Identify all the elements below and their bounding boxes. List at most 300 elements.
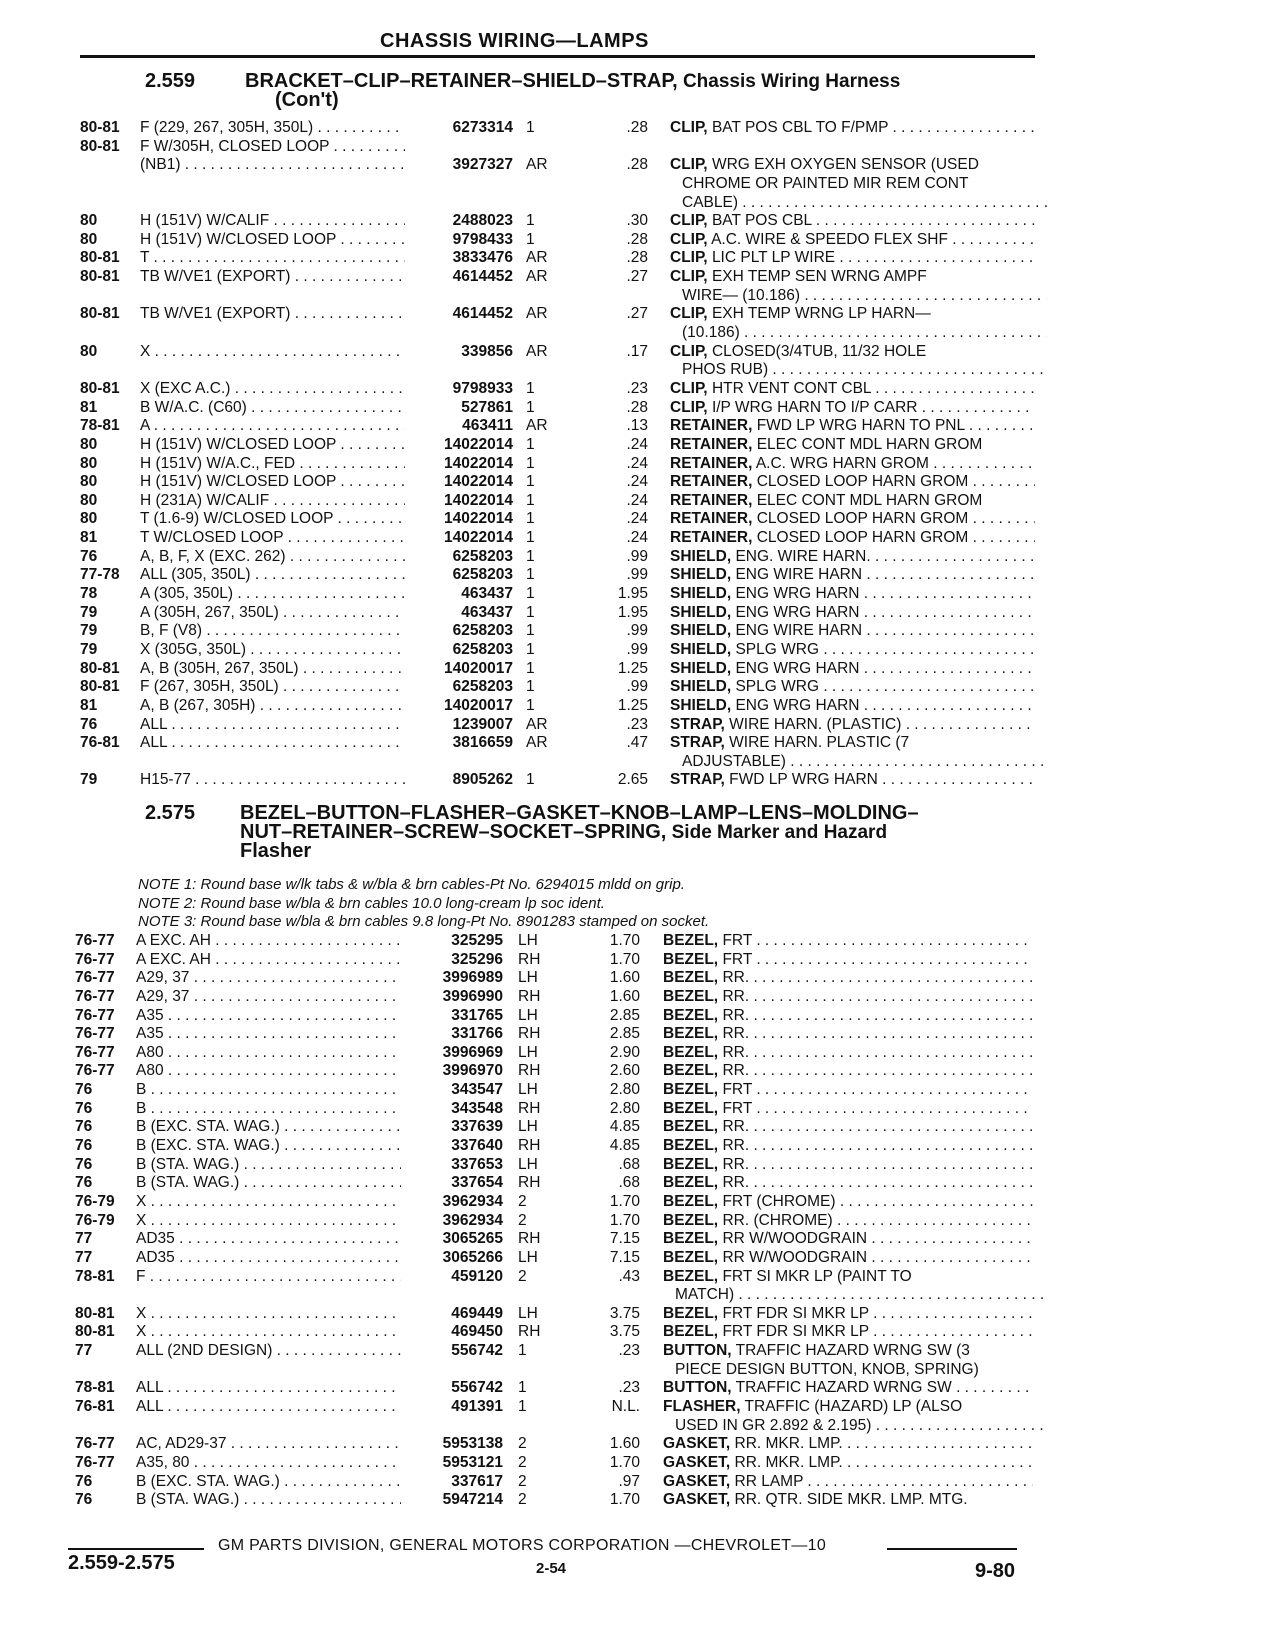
part-number: 6258203 <box>452 566 513 584</box>
quantity: LH <box>518 1304 538 1322</box>
note: NOTE 1: Round base w/lk tabs & w/bla & brn cables-Pt No. 6294015 mldd on grip. <box>138 876 685 893</box>
part-description <box>670 473 1035 492</box>
quantity: LH <box>518 1118 538 1136</box>
part-description <box>663 1007 1033 1026</box>
quantity: LH <box>518 1006 538 1024</box>
part-name: FLASHER, <box>663 1398 741 1416</box>
part-number: 14020017 <box>444 696 513 714</box>
price: 1.60 <box>609 1435 640 1453</box>
part-description <box>670 641 1035 660</box>
model-year: 77 <box>75 1248 93 1266</box>
quantity: 1 <box>526 603 535 621</box>
quantity: LH <box>518 969 538 987</box>
part-number: 331765 <box>451 1006 503 1024</box>
price: .27 <box>626 268 648 286</box>
part-number: 463437 <box>461 603 513 621</box>
part-number: 4614452 <box>452 305 513 323</box>
part-name: CLIP, <box>670 268 708 286</box>
price: 1.70 <box>609 1192 640 1210</box>
application: X . . . <box>136 1323 401 1342</box>
application: B (STA. WAG.) . . . <box>136 1174 401 1193</box>
part-name: CLIP, <box>670 156 708 174</box>
part-description-text: RR. <box>722 1006 750 1024</box>
part-description-text: FRT SI MKR LP (PAINT TO <box>722 1267 912 1285</box>
model-year: 80 <box>80 454 98 472</box>
part-number: 463437 <box>461 585 513 603</box>
part-description <box>670 510 1035 529</box>
part-description <box>670 361 1047 380</box>
price: .99 <box>626 678 648 696</box>
quantity: 1 <box>526 640 535 658</box>
application: TB W/VE1 (EXPORT) . . . <box>140 305 405 324</box>
model-year: 76 <box>80 547 98 565</box>
part-description <box>663 1286 1045 1305</box>
part-name: BEZEL, <box>663 1174 719 1192</box>
price: .68 <box>618 1174 640 1192</box>
model-year: 80-81 <box>80 305 120 323</box>
part-description-text: CLOSED LOOP HARN GROM <box>756 529 969 547</box>
price: .99 <box>626 622 648 640</box>
part-name: RETAINER, <box>670 510 753 528</box>
model-year: 76-77 <box>75 969 115 987</box>
part-name: BEZEL, <box>663 987 719 1005</box>
part-number: 556742 <box>451 1342 503 1360</box>
quantity: 1 <box>526 491 535 509</box>
part-description-text: FRT <box>722 1081 753 1099</box>
application: B (STA. WAG.) . . . <box>136 1156 401 1175</box>
part-description-text: ENG WRG HARN <box>735 603 860 621</box>
part-name: CLIP, <box>670 379 708 397</box>
application: TB W/VE1 (EXPORT) . . . <box>140 268 405 287</box>
quantity: 1 <box>526 585 535 603</box>
model-year: 80-81 <box>80 249 120 267</box>
quantity: LH <box>518 932 538 949</box>
model-year: 76-77 <box>75 1435 115 1453</box>
part-name: BUTTON, <box>663 1379 732 1397</box>
price: .23 <box>626 715 648 733</box>
footer-date: 9-80 <box>975 1560 1016 1582</box>
model-year: 80-81 <box>80 137 120 155</box>
model-year: 76 <box>75 1118 93 1136</box>
note: NOTE 3: Round base w/bla & brn cables 9.8 long-Pt No. 8901283 stamped on socket. <box>138 913 710 930</box>
part-description-text: ENG. WIRE HARN. <box>735 547 871 565</box>
application: H (151V) W/CALIF . . . <box>140 212 405 231</box>
part-number: 14022014 <box>444 510 513 528</box>
application: A29, 37 . . . <box>136 969 401 988</box>
part-description <box>663 1435 1033 1454</box>
part-name: BEZEL, <box>663 1248 719 1266</box>
page-title: CHASSIS WIRING—LAMPS <box>380 30 649 52</box>
part-description <box>663 932 1033 951</box>
part-description <box>663 1454 1033 1473</box>
application: T (1.6-9) W/CLOSED LOOP . . . <box>140 510 405 529</box>
model-year: 80 <box>80 473 98 491</box>
part-name: BEZEL, <box>663 969 719 987</box>
model-year: 76 <box>75 1155 93 1173</box>
application: X (305G, 350L) . . . <box>140 641 405 660</box>
price: .30 <box>626 212 648 230</box>
application: ALL . . . <box>136 1379 401 1398</box>
part-description-text: TRAFFIC HAZARD WRNG SW <box>735 1379 952 1397</box>
application: B (EXC. STA. WAG.) . . . <box>136 1473 401 1492</box>
price: .28 <box>626 249 648 267</box>
application: X . . . <box>136 1212 401 1231</box>
part-number: 325296 <box>451 950 503 968</box>
quantity: AR <box>526 734 548 752</box>
part-number: 8905262 <box>452 771 513 789</box>
part-description <box>663 1100 1033 1119</box>
price: .43 <box>618 1267 640 1285</box>
part-description <box>663 1081 1033 1100</box>
price: 2.90 <box>609 1043 640 1061</box>
part-number: 4614452 <box>452 268 513 286</box>
part-description <box>663 1137 1033 1156</box>
quantity: RH <box>518 1323 541 1341</box>
part-name: BEZEL, <box>663 1118 719 1136</box>
application: A80 . . . <box>136 1044 401 1063</box>
part-description <box>663 1361 1045 1380</box>
model-year: 76 <box>75 1491 93 1509</box>
part-description <box>670 455 1035 474</box>
part-number: 6258203 <box>452 678 513 696</box>
model-year: 79 <box>80 603 98 621</box>
part-description <box>670 622 1035 641</box>
part-description-text: HTR VENT CONT CBL <box>711 379 871 397</box>
quantity: RH <box>518 1099 541 1117</box>
model-year: 76 <box>80 715 98 733</box>
part-number: 3996969 <box>442 1043 503 1061</box>
part-name: BEZEL, <box>663 1099 719 1117</box>
price: 4.85 <box>609 1137 640 1155</box>
part-number: 343548 <box>451 1099 503 1117</box>
application: A35 . . . <box>136 1007 401 1026</box>
quantity: AR <box>526 249 548 267</box>
quantity: 1 <box>526 622 535 640</box>
price: 1.70 <box>609 1211 640 1229</box>
quantity: 1 <box>518 1398 527 1416</box>
price: .28 <box>626 156 648 174</box>
model-year: 80-81 <box>80 119 120 136</box>
part-name: CLIP, <box>670 249 708 267</box>
part-description-text: FRT <box>722 1099 753 1117</box>
part-name: SHIELD, <box>670 696 732 714</box>
part-description-text: LIC PLT LP WIRE <box>711 249 836 267</box>
part-description-text: A.C. WRG HARN GROM <box>755 454 929 472</box>
part-description <box>670 771 1035 790</box>
footer-section-range: 2.559-2.575 <box>68 1552 175 1574</box>
part-description-text: WIRE HARN. (PLASTIC) <box>729 715 902 733</box>
price: 2.80 <box>609 1099 640 1117</box>
part-description-text: PIECE DESIGN BUTTON, KNOB, SPRING) <box>675 1360 979 1378</box>
part-name: RETAINER, <box>670 435 753 453</box>
application: X . . . <box>140 343 405 362</box>
part-description-text: RR W/WOODGRAIN <box>722 1230 868 1248</box>
quantity: 1 <box>526 529 535 547</box>
part-description <box>663 951 1033 970</box>
price: 1.70 <box>609 950 640 968</box>
part-name: GASKET, <box>663 1453 731 1471</box>
part-description-text: FRT FDR SI MKR LP <box>722 1323 869 1341</box>
application: B (EXC. STA. WAG.) . . . <box>136 1118 401 1137</box>
part-number: 3996970 <box>442 1062 503 1080</box>
part-description <box>663 1268 1033 1287</box>
part-description-text: ADJUSTABLE) <box>682 752 786 770</box>
part-description-text: RR. <box>722 1118 750 1136</box>
application: A29, 37 . . . <box>136 988 401 1007</box>
part-description <box>670 678 1035 697</box>
part-number: 6273314 <box>452 119 513 136</box>
price: .99 <box>626 640 648 658</box>
part-description-text: EXH TEMP SEN WRNG AMPF <box>711 268 927 286</box>
quantity: AR <box>526 268 548 286</box>
quantity: 1 <box>518 1342 527 1360</box>
part-description-text: TRAFFIC HAZARD WRNG SW (3 <box>735 1342 970 1360</box>
part-description-text: CHROME OR PAINTED MIR REM CONT <box>682 174 969 192</box>
part-name: BEZEL, <box>663 1211 719 1229</box>
quantity: 2 <box>518 1267 527 1285</box>
part-name: BEZEL, <box>663 1304 719 1322</box>
part-name: BEZEL, <box>663 1006 719 1024</box>
application: A35 . . . <box>136 1025 401 1044</box>
application: A EXC. AH . . . <box>136 932 401 951</box>
model-year: 78-81 <box>75 1267 115 1285</box>
part-description-text: RR. <box>722 1137 750 1155</box>
quantity: RH <box>518 950 541 968</box>
part-description <box>670 753 1047 772</box>
part-name: BEZEL, <box>663 950 719 968</box>
part-description <box>663 1379 1033 1398</box>
price: .99 <box>626 566 648 584</box>
application: F (229, 267, 305H, 350L) . . . <box>140 119 405 138</box>
application: X . . . <box>136 1193 401 1212</box>
quantity: 1 <box>526 398 535 416</box>
part-description-text: A.C. WIRE & SPEEDO FLEX SHF <box>711 230 948 248</box>
part-name: CLIP, <box>670 230 708 248</box>
part-number: 325295 <box>451 932 503 949</box>
part-number: 3927327 <box>452 156 513 174</box>
price: .28 <box>626 398 648 416</box>
part-description-text: I/P WRG HARN TO I/P CARR <box>711 398 918 416</box>
price: 3.75 <box>609 1304 640 1322</box>
model-year: 80 <box>80 212 98 230</box>
price: .24 <box>626 473 648 491</box>
model-year: 78-81 <box>75 1379 115 1397</box>
quantity: AR <box>526 715 548 733</box>
model-year: 76-77 <box>75 987 115 1005</box>
part-description <box>663 1398 1033 1417</box>
quantity: 1 <box>526 435 535 453</box>
price: .13 <box>626 417 648 435</box>
part-number: 331766 <box>451 1025 503 1043</box>
part-name: SHIELD, <box>670 659 732 677</box>
part-number: 337640 <box>451 1137 503 1155</box>
part-description-text: (10.186) <box>682 324 740 342</box>
application: H (151V) W/A.C., FED . . . <box>140 455 405 474</box>
part-description <box>670 380 1035 399</box>
application: A80 . . . <box>136 1062 401 1081</box>
part-description <box>670 119 1035 138</box>
part-description <box>670 194 1047 213</box>
model-year: 76-81 <box>80 734 120 752</box>
part-name: BEZEL, <box>663 1025 719 1043</box>
part-number: 337653 <box>451 1155 503 1173</box>
quantity: 1 <box>526 659 535 677</box>
part-description <box>663 1417 1045 1436</box>
quantity: 2 <box>518 1491 527 1509</box>
quantity: 1 <box>526 230 535 248</box>
part-description-text: RR. <box>722 1174 750 1192</box>
quantity: 2 <box>518 1211 527 1229</box>
model-year: 80 <box>80 491 98 509</box>
application: AD35 . . . <box>136 1249 401 1268</box>
part-number: 14020017 <box>444 659 513 677</box>
part-name: BEZEL, <box>663 1137 719 1155</box>
price: .17 <box>626 342 648 360</box>
part-name: CLIP, <box>670 342 708 360</box>
footer-rule <box>887 1548 1017 1550</box>
part-description-text: WRG EXH OXYGEN SENSOR (USED <box>711 156 979 174</box>
part-description-text: CLOSED(3/4TUB, 11/32 HOLE <box>711 342 927 360</box>
part-number: 3962934 <box>442 1211 503 1229</box>
section-number: 2.575 <box>145 802 196 824</box>
part-number: 14022014 <box>444 473 513 491</box>
part-name: GASKET, <box>663 1491 731 1509</box>
part-description <box>670 529 1035 548</box>
part-number: 3996990 <box>442 987 503 1005</box>
footer-publisher: GM PARTS DIVISION, GENERAL MOTORS CORPORATION —CHEVROLET—10 <box>218 1537 827 1554</box>
part-number: 463411 <box>462 417 513 435</box>
part-description <box>670 212 1035 231</box>
application: T W/CLOSED LOOP . . . <box>140 529 405 548</box>
application: B . . . <box>136 1100 401 1119</box>
part-description <box>670 268 1035 287</box>
application: B (EXC. STA. WAG.) . . . <box>136 1137 401 1156</box>
quantity: 1 <box>526 678 535 696</box>
part-number: 3816659 <box>452 734 513 752</box>
section-title: BRACKET–CLIP–RETAINER–SHIELD–STRAP, Chassis Wiring Harness (Con't) <box>245 70 901 111</box>
part-description <box>670 249 1035 268</box>
application: B (STA. WAG.) . . . <box>136 1491 401 1510</box>
section-number: 2.559 <box>145 70 196 92</box>
part-description-text: WIRE— (10.186) <box>682 286 801 304</box>
application: B . . . <box>136 1081 401 1100</box>
application: H (151V) W/CLOSED LOOP . . . <box>140 473 405 492</box>
quantity: RH <box>518 1230 541 1248</box>
model-year: 80-81 <box>80 678 120 696</box>
price: .28 <box>626 119 648 136</box>
model-year: 80-81 <box>80 268 120 286</box>
part-description-text: RR. <box>722 969 750 987</box>
part-name: CLIP, <box>670 212 708 230</box>
price: 1.95 <box>617 603 648 621</box>
model-year: 81 <box>80 398 98 416</box>
application: ALL (305, 350L) . . . <box>140 566 405 585</box>
part-description-text: ENG WRG HARN <box>735 659 860 677</box>
price: .99 <box>626 547 648 565</box>
part-description-text: PHOS RUB) <box>682 361 769 379</box>
part-name: BEZEL, <box>663 1081 719 1099</box>
model-year: 79 <box>80 640 98 658</box>
part-description-text: MATCH) <box>675 1286 735 1304</box>
part-description-text: CABLE) <box>682 193 738 211</box>
part-description-text: SPLG WRG <box>735 640 820 658</box>
quantity: AR <box>526 305 548 323</box>
part-number: 9798933 <box>452 379 513 397</box>
model-year: 80 <box>80 435 98 453</box>
part-name: STRAP, <box>670 715 725 733</box>
part-number: 343547 <box>451 1081 503 1099</box>
application: A, B, F, X (EXC. 262) . . . <box>140 548 405 567</box>
part-description <box>663 1342 1033 1361</box>
price: 7.15 <box>609 1230 640 1248</box>
part-name: BEZEL, <box>663 1043 719 1061</box>
model-year: 81 <box>80 696 98 714</box>
part-name: RETAINER, <box>670 417 753 435</box>
quantity: RH <box>518 987 541 1005</box>
part-number: 6258203 <box>452 640 513 658</box>
part-name: RETAINER, <box>670 473 753 491</box>
part-name: BUTTON, <box>663 1342 732 1360</box>
part-description <box>670 548 1035 567</box>
part-number: 556742 <box>451 1379 503 1397</box>
quantity: 1 <box>526 771 535 789</box>
application: A, B (305H, 267, 350L) . . . <box>140 660 405 679</box>
price: 2.60 <box>609 1062 640 1080</box>
application: ALL . . . <box>140 734 405 753</box>
part-description <box>670 324 1047 343</box>
price: 1.60 <box>609 987 640 1005</box>
application: X . . . <box>136 1305 401 1324</box>
part-description <box>670 716 1035 735</box>
part-description <box>663 1025 1033 1044</box>
part-name: CLIP, <box>670 305 708 323</box>
price: .24 <box>626 454 648 472</box>
part-description <box>670 417 1035 436</box>
quantity: 1 <box>526 547 535 565</box>
quantity: 1 <box>526 379 535 397</box>
application: A EXC. AH . . . <box>136 951 401 970</box>
price: 1.70 <box>609 1491 640 1509</box>
part-description <box>670 585 1035 604</box>
part-number: 9798433 <box>452 230 513 248</box>
model-year: 80-81 <box>75 1304 115 1322</box>
part-number: 5947214 <box>442 1491 503 1509</box>
part-name: BEZEL, <box>663 1155 719 1173</box>
price: .24 <box>626 491 648 509</box>
part-description-text: FWD LP WRG HARN <box>729 771 878 789</box>
header-rule <box>80 55 1035 58</box>
quantity: 1 <box>526 566 535 584</box>
price: .24 <box>626 510 648 528</box>
part-description-text: RR. <box>722 1155 750 1173</box>
model-year: 76-77 <box>75 1043 115 1061</box>
quantity: AR <box>526 417 548 435</box>
part-name: RETAINER, <box>670 454 753 472</box>
part-name: SHIELD, <box>670 622 732 640</box>
application: B, F (V8) . . . <box>140 622 405 641</box>
part-description <box>663 1062 1033 1081</box>
part-name: RETAINER, <box>670 491 753 509</box>
price: 7.15 <box>609 1248 640 1266</box>
application: A, B (267, 305H) . . . <box>140 697 405 716</box>
model-year: 80 <box>80 342 98 360</box>
part-description-text: FRT <box>722 950 753 968</box>
part-description-text: RR. QTR. SIDE MKR. LMP. MTG. <box>734 1491 968 1509</box>
model-year: 76 <box>75 1099 93 1117</box>
part-description <box>670 343 1035 362</box>
part-description <box>663 1118 1033 1137</box>
part-name: SHIELD, <box>670 585 732 603</box>
